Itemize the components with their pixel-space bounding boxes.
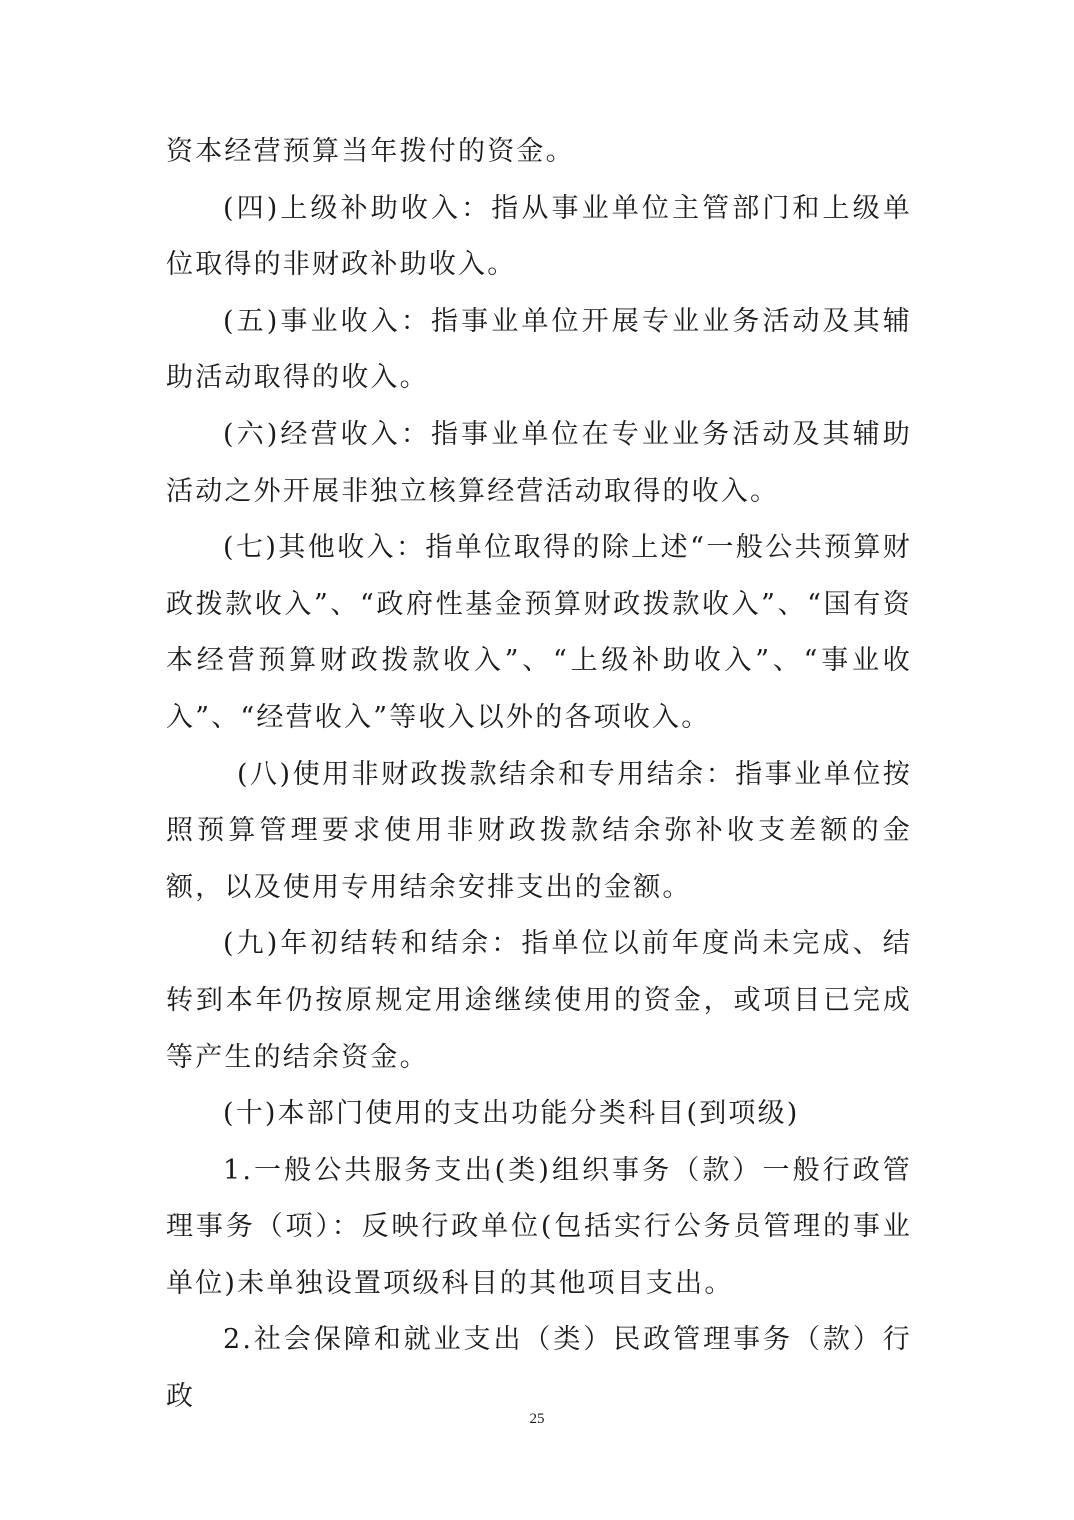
paragraph-general-public-services: 1.一般公共服务支出(类)组织事务（款）一般行政管理事务（项）：反映行政单位(包括实行公务员管理的事业单位)未单独设置项级科目的其他项目支出。 bbox=[166, 1154, 912, 1299]
paragraph-continuation: 资本经营预算当年拨付的资金。 bbox=[166, 136, 575, 167]
paragraph-operating-income: (六)经营收入：指事业单位在专业业务活动及其辅助活动之外开展非独立核算经营活动取得的收入。 bbox=[166, 418, 912, 507]
paragraph-other-income: (七)其他收入：指单位取得的除上述“一般公共预算财政拨款收入”、“政府性基金预算财政拨款收入”、“国有资本经营预算财政拨款收入”、“上级补助收入”、“事业收入”、“经营收入”等收入以外的各项收入。 bbox=[166, 532, 912, 733]
body-text bbox=[166, 124, 912, 1426]
paragraph-expenditure-classification: (十)本部门使用的支出功能分类科目(到项级) bbox=[223, 1098, 800, 1130]
paragraph-social-security: 2.社会保障和就业支出（类）民政管理事务（款）行政 bbox=[166, 1324, 912, 1413]
paragraph-business-income: (五)事业收入：指事业单位开展专业业务活动及其辅助活动取得的收入。 bbox=[166, 305, 912, 394]
paragraph-superior-subsidy-income: (四)上级补助收入：指从事业单位主管部门和上级单位取得的非财政补助收入。 bbox=[166, 192, 912, 281]
paragraph-carryover-balance: (九)年初结转和结余：指单位以前年度尚未完成、结转到本年仍按原规定用途继续使用的资金，或项目已完成等产生的结余资金。 bbox=[166, 928, 912, 1073]
paragraph-non-fiscal-balance-use: (八)使用非财政拨款结余和专用结余：指事业单位按照预算管理要求使用非财政拨款结余弥补收支差额的金额，以及使用专用结余安排支出的金额。 bbox=[166, 758, 912, 903]
page-number: 25 bbox=[529, 1411, 545, 1427]
